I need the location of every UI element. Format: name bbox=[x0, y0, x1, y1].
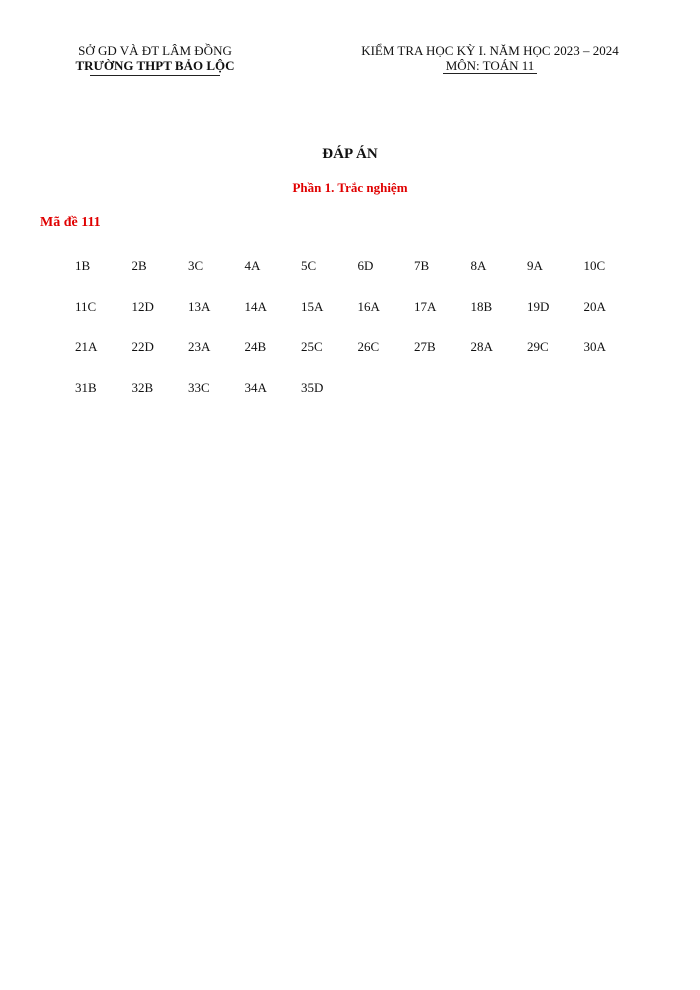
answer-item: 13A bbox=[188, 298, 211, 314]
answer-item: 7B bbox=[414, 258, 430, 273]
answer-item: 15A bbox=[301, 298, 324, 314]
answer-item: 35D bbox=[301, 380, 324, 396]
answer-item: 27B bbox=[414, 339, 436, 355]
answer-item: 33C bbox=[188, 380, 210, 396]
answer-item: 29C bbox=[527, 339, 549, 355]
subject-label: MÔN: TOÁN 11 bbox=[443, 58, 538, 74]
school-name: TRƯỜNG THPT BẢO LỘC bbox=[75, 58, 235, 73]
answer-item: 23A bbox=[188, 339, 211, 355]
answer-grid bbox=[75, 258, 640, 421]
department-name: SỞ GD VÀ ĐT LÂM ĐỒNG bbox=[78, 43, 232, 58]
answer-item: 10C bbox=[583, 258, 606, 273]
answer-item: 31B bbox=[75, 380, 97, 396]
answer-item: 21A bbox=[75, 339, 98, 355]
page-title: ĐÁP ÁN bbox=[322, 146, 378, 162]
answer-item: 8A bbox=[470, 258, 487, 273]
answer-item: 3C bbox=[188, 258, 204, 273]
exam-title: KIỂM TRA HỌC KỲ I. NĂM HỌC 2023 – 2024 bbox=[361, 43, 619, 58]
answer-item: 32B bbox=[131, 380, 154, 396]
header-divider bbox=[90, 75, 220, 76]
answer-item: 34A bbox=[244, 380, 267, 396]
answer-item: 30A bbox=[583, 339, 606, 355]
answer-item: 2B bbox=[131, 258, 147, 273]
answer-item: 9A bbox=[527, 258, 543, 273]
answer-item: 6D bbox=[357, 258, 374, 273]
answer-item: 11C bbox=[75, 298, 97, 314]
answer-item: 26C bbox=[357, 339, 380, 355]
answer-item: 20A bbox=[583, 298, 606, 314]
answer-item: 4A bbox=[244, 258, 261, 273]
answer-item: 19D bbox=[527, 298, 550, 314]
answer-item: 12D bbox=[131, 298, 154, 314]
answer-item: 25C bbox=[301, 339, 323, 355]
answer-item: 14A bbox=[244, 298, 267, 314]
answer-item: 24B bbox=[244, 339, 267, 355]
answer-item: 22D bbox=[131, 339, 154, 355]
header-right bbox=[300, 43, 680, 74]
answer-item: 18B bbox=[470, 298, 493, 314]
exam-code-label: Mã đề 111 bbox=[40, 215, 101, 230]
answer-item: 5C bbox=[301, 258, 317, 273]
answer-item: 28A bbox=[470, 339, 493, 355]
answer-item: 16A bbox=[357, 298, 380, 314]
answer-item: 1B bbox=[75, 258, 91, 273]
header-left bbox=[30, 43, 280, 76]
answer-item: 17A bbox=[414, 298, 437, 314]
section-title: Phần 1. Trắc nghiệm bbox=[292, 180, 408, 195]
